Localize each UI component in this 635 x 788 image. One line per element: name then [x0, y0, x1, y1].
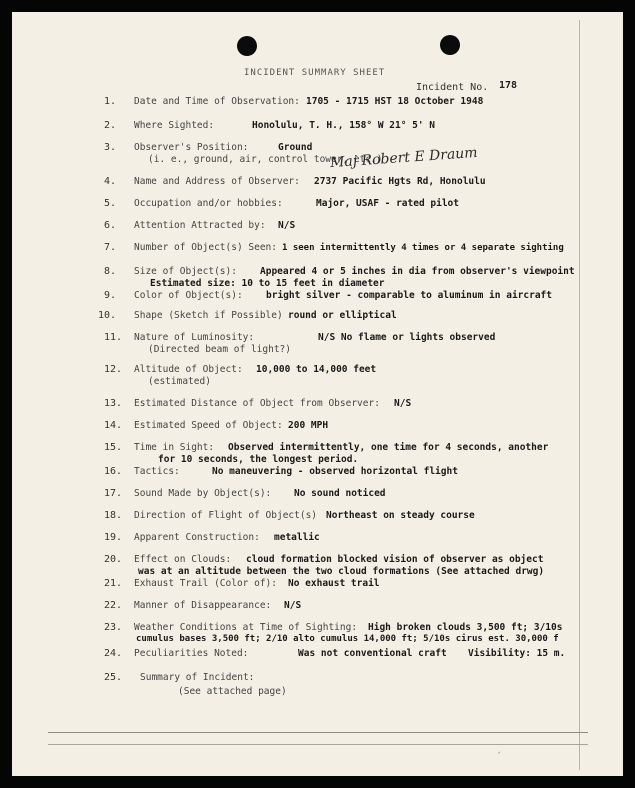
item-label: Estimated Speed of Object:	[134, 420, 283, 431]
item-label: Name and Address of Observer:	[134, 176, 300, 187]
item-sublabel: (Directed beam of light?)	[148, 344, 291, 355]
item-value: No sound noticed	[294, 488, 386, 499]
item-value: bright silver - comparable to aluminum in aircraft	[266, 290, 552, 301]
item-label: Effect on Clouds:	[134, 554, 232, 565]
item-label: Shape (Sketch if Possible)	[134, 310, 283, 321]
item-number: 16.	[104, 466, 123, 477]
item-value: N/S	[278, 220, 296, 231]
item-number: 19.	[104, 532, 123, 543]
item-subvalue: was at an altitude between the two cloud formations (See attached drwg)	[138, 566, 545, 577]
item-value: cloud formation blocked vision of observer as object	[246, 554, 544, 565]
item-number: 1.	[104, 96, 117, 107]
item-subvalue: cumulus bases 3,500 ft; 2/10 alto cumulus 14,000 ft; 5/10s cirus est. 30,000 f	[136, 634, 559, 644]
item-value: No maneuvering - observed horizontal flight	[212, 466, 458, 477]
item-value: Northeast on steady course	[326, 510, 475, 521]
item-label: Altitude of Object:	[134, 364, 243, 375]
item-number: 11.	[104, 332, 123, 343]
item-number: 6.	[104, 220, 117, 231]
item-label: Tactics:	[134, 466, 180, 477]
item-subvalue: for 10 seconds, the longest period.	[158, 454, 359, 465]
bottom-rule	[48, 732, 588, 733]
item-sublabel: (estimated)	[148, 376, 211, 387]
item-value: Ground	[278, 142, 313, 153]
item-label: Apparent Construction:	[134, 532, 260, 543]
item-number: 13.	[104, 398, 123, 409]
item-value: Observed intermittently, one time for 4 seconds, another	[228, 442, 549, 453]
item-label: Manner of Disappearance:	[134, 600, 272, 611]
item-label: Exhaust Trail (Color of):	[134, 578, 277, 589]
item-value: N/S No flame or lights observed	[318, 332, 496, 343]
item-value: 200 MPH	[288, 420, 329, 431]
item-label: Observer's Position:	[134, 142, 249, 153]
incident-number-label: Incident No.	[416, 82, 489, 93]
item-number: 8.	[104, 266, 117, 277]
item-value: 1 seen intermittently 4 times or 4 separate sighting	[282, 243, 564, 253]
item-value: High broken clouds 3,500 ft; 3/10s	[368, 622, 563, 633]
form-item-luminosity	[12, 332, 623, 360]
item-number: 15.	[104, 442, 123, 453]
item-number: 25.	[104, 672, 123, 683]
item-sublabel: (See attached page)	[178, 686, 287, 697]
item-number: 22.	[104, 600, 123, 611]
item-label: Peculiarities Noted:	[134, 648, 249, 659]
observer-signature: Maj Robert E Draum	[329, 144, 479, 172]
item-value-secondary: Visibility: 15 m.	[468, 648, 566, 659]
item-value: N/S	[284, 600, 302, 611]
bottom-rule-secondary	[48, 744, 588, 745]
item-label: Nature of Luminosity:	[134, 332, 255, 343]
item-value: round or elliptical	[288, 310, 397, 321]
item-number: 21.	[104, 578, 123, 589]
item-label: Sound Made by Object(s):	[134, 488, 272, 499]
item-number: 23.	[104, 622, 123, 633]
item-value: Honolulu, T. H., 158° W 21° 5' N	[252, 120, 436, 131]
item-number: 3.	[104, 142, 117, 153]
item-value: N/S	[394, 398, 412, 409]
item-value: 10,000 to 14,000 feet	[256, 364, 377, 375]
item-number: 12.	[104, 364, 123, 375]
item-label: Direction of Flight of Object(s)	[134, 510, 318, 521]
item-label: Occupation and/or hobbies:	[134, 198, 283, 209]
item-value: metallic	[274, 532, 320, 543]
item-label: Summary of Incident:	[140, 672, 255, 683]
item-label: Where Sighted:	[134, 120, 215, 131]
item-label: Attention Attracted by:	[134, 220, 266, 231]
punch-hole-right	[440, 35, 460, 55]
form-item-observer-position	[12, 142, 623, 170]
item-value: 1705 - 1715 HST 18 October 1948	[306, 96, 484, 107]
punch-hole-left	[237, 36, 257, 56]
item-sublabel: (i. e., ground, air, control tower, etc.)	[148, 154, 383, 165]
item-value: Appeared 4 or 5 inches in dia from observer's viewpoint	[260, 266, 575, 277]
item-number: 18.	[104, 510, 123, 521]
item-label: Weather Conditions at Time of Sighting:	[134, 622, 358, 633]
item-number: 2.	[104, 120, 117, 131]
form-item-summary	[12, 672, 623, 700]
item-number: 7.	[104, 242, 117, 253]
incident-number-value: 178	[499, 80, 518, 91]
item-number: 20.	[104, 554, 123, 565]
item-label: Size of Object(s):	[134, 266, 237, 277]
form-item-altitude	[12, 364, 623, 392]
item-number: 4.	[104, 176, 117, 187]
form-item-weather	[12, 622, 623, 650]
item-value: 2737 Pacific Hgts Rd, Honolulu	[314, 176, 486, 187]
item-label: Number of Object(s) Seen:	[134, 242, 277, 253]
item-label: Time in Sight:	[134, 442, 215, 453]
item-number: 17.	[104, 488, 123, 499]
item-value: No exhaust trail	[288, 578, 380, 589]
item-value: Major, USAF - rated pilot	[316, 198, 459, 209]
item-label: Date and Time of Observation:	[134, 96, 300, 107]
item-number: 10.	[98, 310, 117, 321]
item-number: 5.	[104, 198, 117, 209]
item-value: Was not conventional craft	[298, 648, 447, 659]
document-page	[12, 12, 623, 776]
item-number: 14.	[104, 420, 123, 431]
item-subvalue: Estimated size: 10 to 15 feet in diameter	[150, 278, 385, 289]
item-label: Estimated Distance of Object from Observer:	[134, 398, 380, 409]
page-mark: ´	[496, 752, 502, 762]
item-number: 9.	[104, 290, 117, 301]
item-label: Color of Object(s):	[134, 290, 243, 301]
document-title: INCIDENT SUMMARY SHEET	[244, 68, 386, 78]
item-number: 24.	[104, 648, 123, 659]
